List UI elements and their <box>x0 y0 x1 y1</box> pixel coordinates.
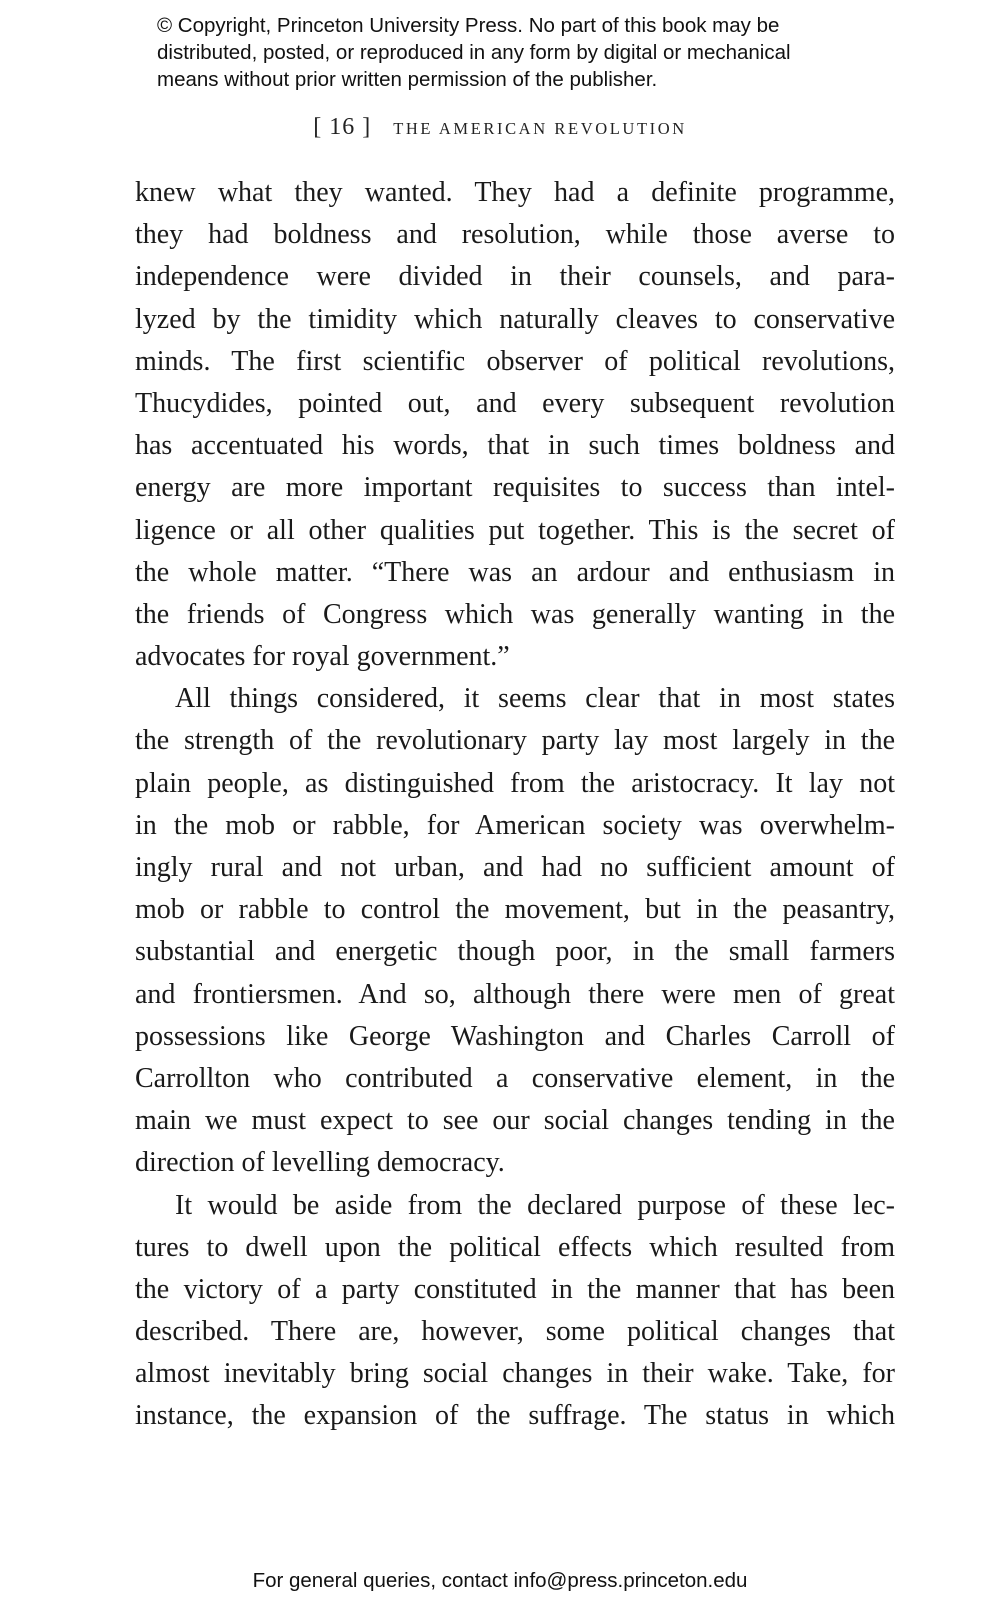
text-line: described. There are, however, some political changes that <box>135 1316 895 1348</box>
paragraph-1 <box>135 172 895 678</box>
text-line: main we must expect to see our social changes tending in the <box>135 1105 895 1137</box>
text-line: substantial and energetic though poor, in the small farmers <box>135 936 895 968</box>
text-line: ligence or all other qualities put together. This is the secret of <box>135 514 895 546</box>
text-line: ingly rural and not urban, and had no sufficient amount of <box>135 852 895 883</box>
body-text <box>135 172 895 1438</box>
text-line: tures to dwell upon the political effects which resulted from <box>135 1231 895 1263</box>
text-line: they had boldness and resolution, while those averse to <box>135 219 895 251</box>
text-line: the strength of the revolutionary party lay most largely in the <box>135 725 895 757</box>
footer-contact: For general queries, contact info@press.princeton.edu <box>252 1569 748 1592</box>
text-line: instance, the expansion of the suffrage. The status in which <box>135 1400 895 1432</box>
text-line: direction of levelling democracy. <box>135 1147 505 1179</box>
text-line: plain people, as distinguished from the aristocracy. It lay not <box>135 767 895 799</box>
text-line: possessions like George Washington and Charles Carroll of <box>135 1020 895 1052</box>
text-line: the whole matter. “There was an ardour and enthusiasm in <box>135 556 895 588</box>
text-line: and frontiersmen. And so, although there were men of great <box>135 978 895 1010</box>
text-line: in the mob or rabble, for American society was overwhelm- <box>135 809 895 841</box>
text-line: knew what they wanted. They had a definite programme, <box>135 177 895 208</box>
copyright-line: © Copyright, Princeton University Press. No part of this book may be <box>157 14 780 37</box>
text-line: almost inevitably bring social changes in their wake. Take, for <box>135 1358 895 1390</box>
copyright-line: distributed, posted, or reproduced in any form by digital or mechanical <box>157 41 791 64</box>
text-line: All things considered, it seems clear that in most states <box>175 683 895 715</box>
running-head-title: THE AMERICAN REVOLUTION <box>393 119 687 138</box>
text-line: the victory of a party constituted in the manner that has been <box>135 1273 895 1305</box>
text-line: Carrollton who contributed a conservative element, in the <box>135 1062 895 1094</box>
text-line: has accentuated his words, that in such times boldness and <box>135 430 895 462</box>
text-line: lyzed by the timidity which naturally cleaves to conservative <box>135 303 895 335</box>
text-line: mob or rabble to control the movement, but in the peasantry, <box>135 894 895 926</box>
text-line: the friends of Congress which was generally wanting in the <box>135 598 895 630</box>
text-line: It would be aside from the declared purpose of these lec- <box>175 1189 895 1221</box>
paragraph-2 <box>135 678 895 1184</box>
text-line: advocates for royal government.” <box>135 641 510 673</box>
copyright-line: means without prior written permission of the publisher. <box>157 68 658 91</box>
text-line: minds. The first scientific observer of political revolutions, <box>135 345 895 377</box>
copyright-notice <box>157 12 917 93</box>
text-line: energy are more important requisites to success than intel- <box>135 472 895 504</box>
running-head <box>0 114 1000 141</box>
page-number: [ 16 ] <box>313 114 372 140</box>
paragraph-3 <box>135 1185 895 1438</box>
text-line: Thucydides, pointed out, and every subsequent revolution <box>135 387 895 419</box>
text-line: independence were divided in their counsels, and para- <box>135 261 895 293</box>
